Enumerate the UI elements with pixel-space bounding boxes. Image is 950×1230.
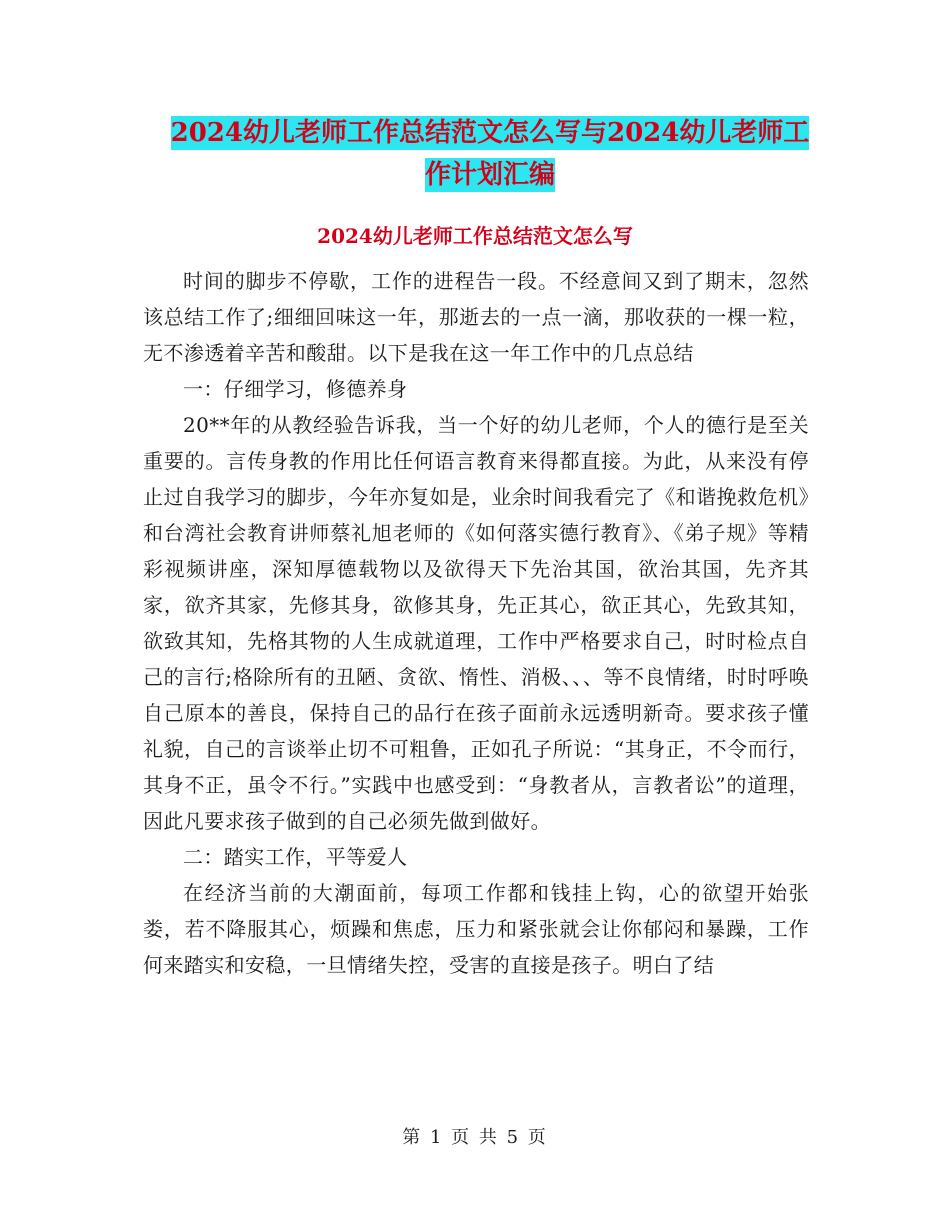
document-title [140, 112, 840, 196]
paragraph-intro: 时间的脚步不停歇，工作的进程告一段。不经意间又到了期末，忽然该总结工作了;细细回味这一年，那逝去的一点一滴，那收获的一棵一粒，无不渗透着辛苦和酸甜。以下是我在这一年工作中的几点总结 [143, 269, 809, 365]
document-title-line-1: 2024幼儿老师工作总结范文怎么写与2024幼儿老师工 [170, 118, 810, 148]
page-footer: 第 1 页 共 5 页 [402, 1127, 548, 1148]
paragraph-heading-2: 二：踏实工作，平等爱人 [183, 845, 408, 869]
section-title: 2024幼儿老师工作总结范文怎么写 [317, 224, 633, 248]
paragraph-body-2: 在经济当前的大潮面前，每项工作都和钱挂上钩，心的欲望开始张娄，若不降服其心，烦躁和焦虑，压力和紧张就会让你郁闷和暴躁，工作何来踏实和安稳，一旦情绪失控，受害的直接是孩子。明白了结 [143, 881, 809, 977]
document-title-line-2: 作计划汇编 [424, 160, 555, 190]
paragraph-heading-1: 一：仔细学习，修德养身 [183, 377, 408, 401]
paragraph-body-1: 20**年的从教经验告诉我，当一个好的幼儿老师，个人的德行是至关重要的。言传身教的作用比任何语言教育来得都直接。为此，从来没有停止过自我学习的脚步，今年亦复如是，业余时间我看完了《和谐挽救危机》和台湾社会教育讲师蔡礼旭老师的《如何落实德行教育》、《弟子规》等精彩视频讲座，深知厚德载物以及欲得天下先治其国，欲治其国，先齐其家，欲齐其家，先修其身，欲修其身，先正其心，欲正其心，先致其知，欲致其知，先格其物的人生成就道理，工作中严格要求自己，时时检点自己的言行;格除所有的丑陋、贪欲、惰性、消极、、、等不良情绪，时时呼唤自己原本的善良，保持自己的品行在孩子面前永远透明新奇。要求孩子懂礼貌，自己的言谈举止切不可粗鲁，正如孔子所说：“其身正，不令而行，其身不正，虽令不行。”实践中也感受到：“身教者从，言教者讼”的道理，因此凡要求孩子做到的自己必须先做到做好。 [143, 413, 809, 833]
document-body [143, 263, 809, 983]
